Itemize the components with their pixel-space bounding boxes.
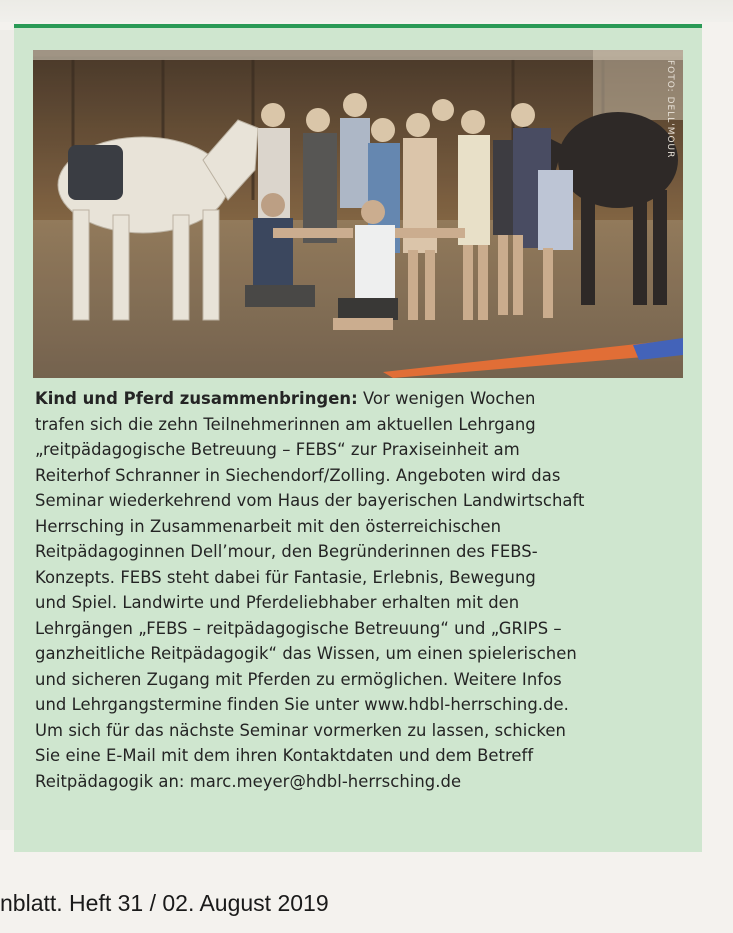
article-photo [33, 50, 683, 378]
article-line: trafen sich die zehn Teilnehmerinnen am aktuellen Lehrgang [35, 414, 536, 434]
article-line: und Lehrgangstermine finden Sie unter www.hdbl-herrsching.de. [35, 695, 569, 714]
article-body [35, 386, 691, 794]
article-line: ganzheitliche Reitpädagogik“ das Wissen, um einen spielerischen [35, 644, 577, 663]
article-line: Reiterhof Schranner in Siechendorf/Zolling. Angeboten wird das [35, 465, 561, 485]
photo-credit: FOTO: DELL'MOUR [665, 60, 675, 159]
paper-top-edge [0, 0, 733, 22]
article-line-1: Kind und Pferd zusammenbringen: Vor wenigen Wochen [35, 389, 536, 408]
article-line: Reitpädagoginnen Dell’mour, den Begründerinnen des FEBS- [35, 542, 538, 561]
page-footer: nblatt. Heft 31 / 02. August 2019 [0, 890, 329, 916]
paper-left-margin [0, 30, 14, 830]
article-line: „reitpädagogische Betreuung – FEBS“ zur Praxiseinheit am [35, 440, 520, 459]
article-box [14, 24, 702, 852]
riding-hall-photo [33, 50, 683, 378]
article-line: Konzepts. FEBS steht dabei für Fantasie, Erlebnis, Bewegung [35, 567, 536, 587]
article-line: und sicheren Zugang mit Pferden zu ermöglichen. Weitere Infos [35, 669, 562, 689]
article-line: Seminar wiederkehrend vom Haus der bayerischen Landwirtschaft [35, 491, 585, 510]
article-line: Sie eine E-Mail mit dem ihren Kontaktdaten und dem Betreff [35, 746, 534, 765]
article-line: Um sich für das nächste Seminar vormerken zu lassen, schicken [35, 720, 566, 740]
article-line: Reitpädagogik an: marc.meyer@hdbl-herrsching.de [35, 771, 462, 791]
article-headline: Kind und Pferd zusammenbringen: [35, 389, 358, 408]
article-line: Herrsching in Zusammenarbeit mit den österreichischen [35, 516, 502, 536]
article-line: Lehrgängen „FEBS – reitpädagogische Betreuung“ und „GRIPS – [35, 618, 562, 638]
article-line: und Spiel. Landwirte und Pferdeliebhaber erhalten mit den [35, 593, 520, 612]
